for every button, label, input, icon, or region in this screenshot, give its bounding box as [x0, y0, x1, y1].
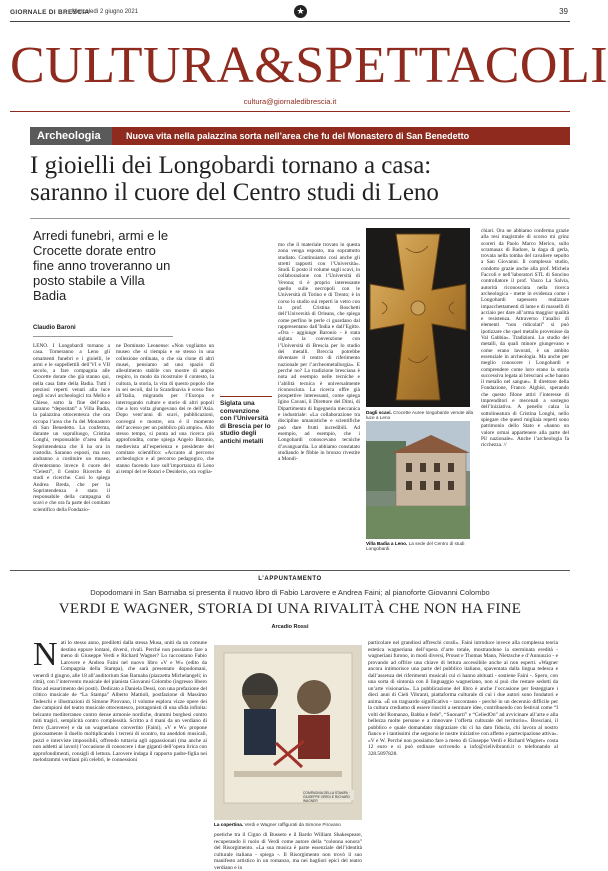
article-2-column-2-text: poetiche tra il Cigno di Busseto e il Bardo William Shakespeare, recuperando il ruolo di Verdi come autore della “colonna sonora” del Risorgimento. «La sua musica è parte essenziale dell’identità culturale italiana - spiega -. Il Risorgimento non trovò il suo manifesto artistico in un romanzo, ma nei bagliori epici del teatro verdiano e in — [214, 832, 362, 871]
article-author: Claudio Baroni — [33, 325, 76, 331]
gold-cross-icon — [366, 228, 470, 407]
kicker-text: Nuova vita nella palazzina sorta nell’area che fu del Monastero di San Benedetto — [126, 131, 470, 141]
kicker-bar — [30, 127, 570, 145]
section-masthead: CULTURA&SPETTACOLI — [10, 37, 608, 94]
article-column-4 — [481, 228, 569, 555]
drop-cap: N — [33, 636, 58, 673]
article-headline — [30, 152, 470, 206]
section-label-text: L’APPUNTAMENTO — [250, 576, 330, 582]
headline-line-1: I gioielli dei Longobardi tornano a casa: — [30, 152, 432, 179]
page-header — [10, 6, 570, 20]
photo-villa-badia — [366, 421, 470, 539]
photo-3-caption-text: Verdi e Wagner raffigurati da Simone Pirovano — [244, 822, 341, 827]
photo-3-caption — [214, 822, 374, 827]
photo-1-caption-text: Crocette Auree longobarde venute alla luce a Leno — [366, 410, 474, 420]
star-icon: ★ — [294, 5, 307, 18]
newspaper-name: GIORNALE DI BRESCIA — [10, 9, 90, 16]
header-divider — [10, 21, 570, 22]
building-icon — [366, 421, 470, 539]
headline-line-2: saranno il cuore del Centro studi di Leno — [30, 179, 439, 206]
photo-3-caption-title: La copertina. — [214, 822, 244, 827]
article-column-1 — [33, 343, 110, 555]
section-email[interactable]: cultura@giornaledibrescia.it — [243, 97, 337, 106]
article-column-4-text: chiari. Ora ne abbiamo conferma grazie alla resi magistrale di scorso mi grinz scoreri da Paolo Marco Merico, sullo scramasax di Badore, la daga di gerla, trovata nella tomba del cavaliere sepolto a San Giovanni. Il complesso studio, condotto grazie anche alla prof. Michela Faccoli e nell’laboratori STL di Soncino controllatore il prof. Vasco La Salvia, autorità riconosciuta nella ricerca archeologica - mette in evidenza come i Longobardi sapessero realizzare impacchettamenti di lame e di masselli di acciaio per dare all’arma maggior qualità e resistenza. Attraverso l’analisi di elementi “non ridicolati” si può ipotizzare che quel metallo provenisse da Val Gabbia». Tradizioni. Lo studio dei metalli, da quali minore giungevano e come erano lavorati, è un ambito essenziale in archeologia. Ma anche per meglio conoscere i Longobardi e comprendere come loro erano la storia successiva legata ai bresciani «che hanno il metallo nel sangue». Il direttore della Fondazione, Franco Alghisi, sperando che questo filone attiri l’interesse di imprenditori e mecenati a sostegno dell’iniziativa. A penello calza la sottolineatura di Cristina Longhi, nello spiegare che questi migliaia reperti sono patrimonio dello Stato e «hanno un valore ormai appartenere alla parte del Pil nazionale». Anche l’archeologia fa ricchezza. // — [481, 228, 569, 449]
section-label — [10, 565, 570, 584]
photo-2-caption-text: La sede del Centro di studi Longobardi — [366, 541, 465, 551]
article-2-column-1 — [33, 636, 207, 835]
photo-2-caption — [366, 541, 486, 551]
book-cover-plate: COMPAGNIA DELLA STAMPA · GIUSEPPE VERDI E RICHARD WAGNER — [302, 790, 354, 800]
article-2-deck: Dopodomani in San Barnaba si presenta il nuovo libro di Fabio Larovere e Andrea Faini; al pianoforte Giovanni Colombo — [90, 588, 490, 597]
kicker-tag: Archeologia — [30, 127, 112, 145]
author-divider — [33, 336, 173, 337]
photo-book-cover — [214, 645, 362, 820]
photo-1-caption — [366, 410, 476, 420]
article-2-column-2 — [214, 832, 362, 871]
article-2-headline: VERDI E WAGNER, STORIA DI UNA RIVALITÀ CHE NON HA FINE — [58, 601, 522, 617]
headline-divider — [30, 218, 570, 219]
masthead-divider — [10, 111, 570, 112]
article-column-2 — [116, 343, 214, 555]
photo-2-caption-title: Villa Badia a Leno. — [366, 541, 408, 546]
photo-1-caption-title: Dagli scavi. — [366, 410, 392, 415]
article-2-author: Arcadio Rossi — [271, 624, 309, 630]
article-column-3-text: mo che il materiale trovato in questa zona venga esposto, ma soprattutto studiato. Continuiamo così anche gli stretti rapporti con l’Università». Studi. E posto il volume sugli scavi, in collaborazione con l’Università di Verona; ti è proprio interessante quello sulle necropoli con le Università di Torino e di Trento; è in corso lo studio sui reperti in vetro con la prof. Cristina Boschetti dell’Università di Orleans, che spiega come perfino le perle ci guardano dal rappresentano dall’India e dall’Egitto. «Ora - aggiunge Baronio - è stata siglata la convenzione con l’Università di Brescia per lo studio dei metalli. Breccia potrebbe diventare il centro di riferimento nazionale per l’archeometallurgia». E perché no? La tradizione bresciana è nota ad esempio nelle tecniche e l’abilità tecnica è universalmente riconosciuta. La ricerca offre già prospettive interessanti, come spiega Igino Cavani, il Direttore del Dimi, di Dipartimento di Ingegneria meccanica e industriale: «La collaborazione tra discipline umanistiche e scientifiche può dare frutti incredibili. Ad esempio, ad esempio, che i Longobardi conoscevano tecniche d’avanguardia. Lo abbiamo constatato studiando le fibbie in bronzo rivestite a Mondi- — [278, 242, 360, 463]
article-subhead: Arredi funebri, armi e le Crocette dorate entro fine anno troveranno un posto stabile a Villa Badia — [33, 228, 171, 303]
pull-quote: Siglata una convenzione con l’Università di Brescia per lo studio degli antichi metalli — [220, 396, 272, 446]
article-column-3 — [278, 242, 360, 555]
page-number: 39 — [559, 7, 568, 16]
article-2-column-3-text: particolare nei grandiosi affreschi corali». Faini introduce invece alla complessa teoria estetica wagneriana dell’opera d’arte totale, mostrandone la sterminata eredità - wagneriani furono, in modi diversi, Proust e Thomas Mann, Nietzsche e d’Annunzio - e provando ad offrire una chiave di lettura accessibile anche ai non esperti. «Wagner ancora intimorisce una parte del pubblico italiano, spaventata dalla lingua tedesca e dall’assenza dei riferimenti musicali cui ci hanno abituati - sostiene Faini -. Spero, con una sorta di sintonia con il linguaggio wagneriano, non si può che restare sedotti da un’arte visionaria». La pubblicazione del libro è anche l’occasione per festeggiare i dieci anni di Cieli Vibranti, piattaforma culturale di cui i due autori sono fondatori e anima. «È un traguardo significativo - raccontano - perché in un decennio difficile per la cultura crediamo di essere riusciti a seminare idee, contribuendo con festival come “I volti del Romanzo, Babba e fede”, “Suonarti” e “CeliedOn” ad avvicinare all’arte e alla bellezza molte persone e a rinnovare l’offerta culturale del territorio». Bresciani, il pubblico e quale domandato ringraziare chi ci ha dato fiducia, chi lavora al nostro fianco e i tantissimi che seguono le nostre iniziative con affetto e partecipazione attiva». «V e W. Perché non possiamo fare a meno di Giuseppe Verdi e Richard Wagner» costa 12 euro e si può ordinare scrivendo a info@cielivibranti.it o telefonando al 328.5897828. — [368, 640, 558, 757]
issue-date: Mercoledì 2 giugno 2021 — [72, 9, 139, 15]
article-2-column-1-text: ati lo stesso anno, prediletti dalla stessa Musa, uniti da un comune destino eppure lontani, diversi, rivali. Perché non possiamo fare a meno di Giuseppe Verdi e Richard Wagner? Lo raccontano Fabio Larovere e Andrea Faini nel nuovo libro «V e W» (edito da Compagnia della Stampa), che sarà presentato dopodomani, venerdì 4 giugno, alle 18 all’auditorium San Barnaba (piazzetta Michelangeli; in città), con l’intervento musicale del pianista Giovanni Colombo (ingresso libero fino ad esaurimento dei posti). Dedicato a Daniela Dessì, con una prefazione del critico musicale de “La Stampa” Alberto Mattioli, postfazione di Massimo Tedeschi e illustrazioni di Simone Pirovano, il volume esplora vizze opere dei due campioni del teatro musicale ottocentesco, protagonisti di una sfida infinita: belcanto mediterraneo contro dense armonie nordiche, drammi borghesi contro miti tragici, semplicità contro complessità. Scritto a 4 mani da un verdiano di ferro (Larovere) e da un wagneriano convertito (Faini), «V e W» propone giocosamente il duello moltiplicando i terreni di scontro, tra aneddoti musicali, pezzi e interviste impossibili, offrendo tuttavia agli appassionati (ma anche ai non addetti ai lavori) l’occasione di conoscere i due giganti dell’opera lirica con approfondimenti, consigli di lettura. Larovere indaga il rapporto padre-figlia nei melodrammi verdiani più celebri, le connessioni — [33, 640, 207, 763]
photo-gold-crosses — [366, 228, 470, 407]
article-column-1-text: LENO. I Longobardi tornano a casa. Torneranno a Leno gli ornamenti funebri e i gioielli, le armi e le suppellettili dell’VI e VII secolo, a fare compagnia alle Crocette dorate che già stanno qui, nella casa fatte della Badia. Tutti i preziosi reperti venuti alla luce negli scavi archeologici tra Mello e Chiese, sotto la fine dell’anno saranno “depositati” a Villa Badia, la palazzina ottocentesca che ora occupa l’area che fu del Monastero di San Benedetto. La conferma, durante un sopralluogo, Cristina Longhi, responsabile d’area della Soprintendenza che li ha ora in custodia. Saranno esposti, ma non andranno a costituire un museo, diventeranno invece il cuore del “Celesti”, il Centro Ricerche di studi e ricerche. Così lo spiega Andrea Breda, che per la Soprintendenza è stato il responsabile della campagna di scavi e che ora fa parte del comitato scientifico della Fondazio- — [33, 343, 110, 513]
article-column-2-text: ne Dominato Leonense: «Non vogliamo un museo che si riempia e se stesso in una collezione ordinata, o che sia clone di altri musei, pensiamo ad uno spazio di allestimento stabile con mostre di ampio respiro, in modo da ricostruire il contesto, la cultura, la storia, la vita di questo popolo che in sei secoli, dal la Scandinavia è sceso fino all’Italia, migrando per l’Europa e interrogando culture e storie di altri popoli che a loro volta giungevano dei re dell’Asia. Dopo vent’anni di scavi, pubblicazioni, convegni e mostre, ora è il momento dell’accesso per un pubblico più ampio». Allo stesso tempo, si punta ad una ricerca più approfondita, come spiega Angelo Baronio, medievista all’esperienza e presidente del comitato scientifico: «Accanto al percorso archeologico e al percorso pedagogico, che stanno facendo luce sull’importanza di Leno ai tempi del re Rotari e Desiderio, ora voglia- — [116, 343, 214, 475]
article-2-column-3 — [368, 640, 558, 835]
